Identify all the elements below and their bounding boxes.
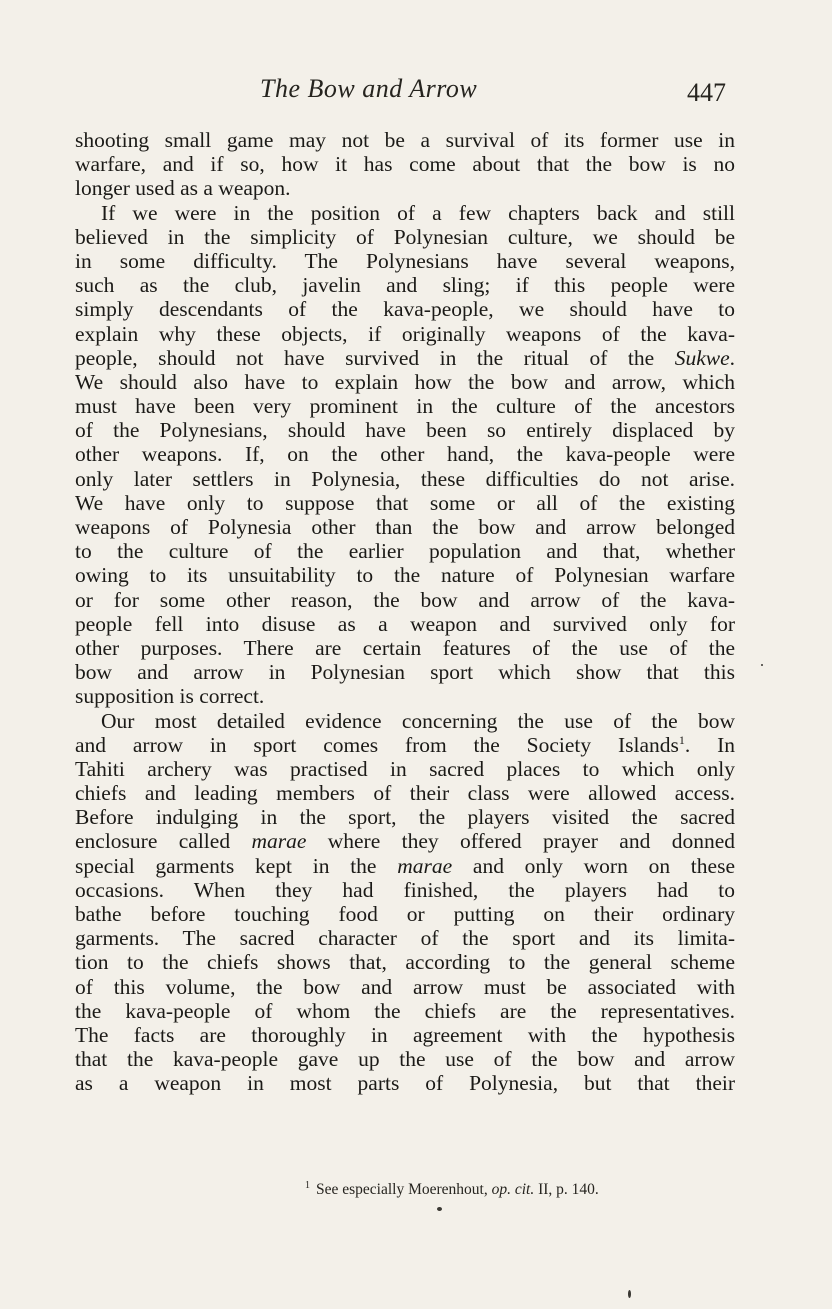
footnote bbox=[305, 1180, 599, 1199]
text-line bbox=[75, 322, 735, 346]
text-line bbox=[75, 878, 735, 902]
footnote-marker: 1 bbox=[305, 1180, 310, 1191]
text-segment: Our most detailed evidence concerning the use of the bow bbox=[101, 708, 735, 733]
text-segment: only later settlers in Polynesia, these difficulties do not arise. bbox=[75, 466, 735, 491]
text-segment: We have only to suppose that some or all of the existing bbox=[75, 490, 735, 515]
text-segment: We should also have to explain how the bow and arrow, which bbox=[75, 369, 735, 394]
text-segment: warfare, and if so, how it has come about that the bow is no bbox=[75, 152, 735, 177]
text-segment: believed in the simplicity of Polynesian culture, we should be bbox=[75, 224, 735, 249]
ink-speck bbox=[437, 1207, 442, 1211]
running-title: The Bow and Arrow bbox=[260, 74, 478, 103]
text-line bbox=[75, 539, 735, 563]
text-line bbox=[75, 902, 735, 926]
text-line bbox=[75, 781, 735, 805]
text-segment: in some difficulty. The Polynesians have several weapons, bbox=[75, 248, 735, 273]
text-line bbox=[75, 491, 735, 515]
text-line bbox=[75, 757, 735, 781]
text-line bbox=[75, 684, 735, 708]
text-segment: to the culture of the earlier population and that, whether bbox=[75, 539, 735, 564]
text-segment: must have been very prominent in the culture of the ancestors bbox=[75, 394, 735, 419]
text-segment: as a weapon in most parts of Polynesia, but that their bbox=[75, 1071, 735, 1096]
footnote-citation: op. cit. bbox=[491, 1181, 535, 1198]
text-line bbox=[75, 805, 735, 829]
text-line bbox=[75, 999, 735, 1023]
text-line bbox=[75, 442, 735, 466]
text-segment: other weapons. If, on the other hand, the kava-people were bbox=[75, 442, 735, 467]
text-segment: The facts are thoroughly in agreement with the hypothesis bbox=[75, 1022, 735, 1047]
text-segment: explain why these objects, if originally weapons of the kava- bbox=[75, 321, 735, 346]
body-text bbox=[75, 128, 735, 1096]
text-line bbox=[75, 418, 735, 442]
text-line bbox=[75, 128, 735, 152]
text-segment: the kava-people of whom the chiefs are the representatives. bbox=[75, 998, 735, 1023]
text-segment: of the Polynesians, should have been so entirely displaced by bbox=[75, 418, 735, 443]
text-line bbox=[75, 394, 735, 418]
text-segment: people, should not have survived in the ritual of the bbox=[75, 345, 675, 370]
italic-term: marae bbox=[251, 829, 307, 854]
text-segment: and arrow in sport comes from the Society Islands bbox=[75, 732, 679, 757]
text-segment: owing to its unsuitability to the nature of Polynesian warfare bbox=[75, 563, 735, 588]
text-segment: where they offered prayer and donned bbox=[306, 829, 735, 854]
text-segment: that the kava-people gave up the use of the bow and arrow bbox=[75, 1047, 735, 1072]
text-line bbox=[75, 346, 735, 370]
text-line bbox=[75, 273, 735, 297]
text-segment: chiefs and leading members of their class were allowed access. bbox=[75, 781, 735, 806]
text-segment: and only worn on these bbox=[452, 853, 735, 878]
text-segment: occasions. When they had finished, the players had to bbox=[75, 877, 735, 902]
text-segment: longer used as a weapon. bbox=[75, 176, 291, 201]
text-line bbox=[75, 563, 735, 587]
text-line bbox=[75, 201, 735, 225]
text-segment: people fell into disuse as a weapon and survived only for bbox=[75, 611, 735, 636]
text-line bbox=[75, 225, 735, 249]
text-segment: special garments kept in the bbox=[75, 853, 398, 878]
text-segment: simply descendants of the kava-people, we should have to bbox=[75, 297, 735, 322]
text-line bbox=[75, 588, 735, 612]
text-segment: garments. The sacred character of the sport and its limita- bbox=[75, 926, 735, 951]
text-segment: other purposes. There are certain features of the use of the bbox=[75, 635, 735, 660]
footnote-ref: 1 bbox=[678, 732, 685, 747]
text-line bbox=[75, 1071, 735, 1095]
italic-term: marae bbox=[397, 853, 453, 878]
text-segment: such as the club, javelin and sling; if this people were bbox=[75, 273, 735, 298]
text-line bbox=[75, 975, 735, 999]
page-number: 447 bbox=[687, 78, 726, 107]
text-segment: of this volume, the bow and arrow must be associated with bbox=[75, 974, 735, 999]
text-line bbox=[75, 249, 735, 273]
text-line bbox=[75, 370, 735, 394]
text-segment: or for some other reason, the bow and arrow of the kava- bbox=[75, 587, 735, 612]
text-line bbox=[75, 1023, 735, 1047]
text-segment: enclosure called bbox=[75, 829, 252, 854]
text-line bbox=[75, 660, 735, 684]
text-segment: . bbox=[729, 345, 735, 370]
text-line bbox=[75, 709, 735, 733]
text-segment: bathe before touching food or putting on their ordinary bbox=[75, 902, 735, 926]
text-segment: tion to the chiefs shows that, according to the general scheme bbox=[75, 950, 735, 975]
text-segment: Tahiti archery was practised in sacred places to which only bbox=[75, 756, 735, 781]
footnote-text-end: II, p. 140. bbox=[534, 1181, 599, 1198]
text-segment: bow and arrow in Polynesian sport which show that this bbox=[75, 660, 735, 685]
text-line bbox=[75, 733, 735, 757]
ink-speck bbox=[628, 1290, 631, 1298]
ink-speck bbox=[761, 664, 763, 666]
text-segment: . In bbox=[684, 732, 735, 757]
text-line bbox=[75, 926, 735, 950]
footnote-text: See especially Moerenhout, bbox=[316, 1181, 492, 1198]
text-line bbox=[75, 1047, 735, 1071]
text-line bbox=[75, 467, 735, 491]
text-segment: supposition is correct. bbox=[75, 684, 265, 709]
text-segment: weapons of Polynesia other than the bow and arrow belonged bbox=[75, 515, 735, 539]
text-line bbox=[75, 950, 735, 974]
text-segment: Before indulging in the sport, the players visited the sacred bbox=[75, 805, 735, 830]
italic-term: Sukwe bbox=[674, 345, 730, 370]
text-line bbox=[75, 152, 735, 176]
text-line bbox=[75, 612, 735, 636]
text-segment: shooting small game may not be a survival of its former use in bbox=[75, 128, 735, 152]
text-line bbox=[75, 515, 735, 539]
text-segment: If we were in the position of a few chapters back and still bbox=[101, 200, 735, 225]
text-line bbox=[75, 297, 735, 321]
text-line bbox=[75, 176, 735, 200]
text-line bbox=[75, 829, 735, 853]
text-line bbox=[75, 854, 735, 878]
text-line bbox=[75, 636, 735, 660]
